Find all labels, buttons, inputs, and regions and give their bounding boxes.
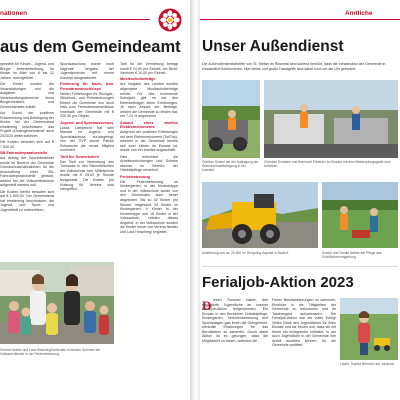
intro-text: Die Außendienstmitarbeiter von St. Stefan im Rosental sind laufend bemüht, dass die Infrastruktur der Gemeinde in einwandfrei funktionieren. Hier kleine und große Handgriffe sind dabei rund um die Uhr gefordert. (202, 62, 386, 71)
photo-caption-left: Verena Nestler und Lara Hirschtegl betreuten in diesem Sommer die Volksschulkinder in der Ferienbetreuung. (0, 348, 100, 357)
col1-p5: Auf Antrag der Sportobmänner wurde im Bereich der Gemeinde Grundschutzmaßnahmen für die Anschaffung einer SB-Fahrradreparaturstelle gefasst, welche bei der Volksmittelschule aufgestellt werden soll. (0, 156, 54, 188)
section-tab-right: Amtliche (345, 10, 373, 17)
subheading-musik: Musikschulbeiträge (120, 77, 156, 82)
header-rule-left (0, 19, 150, 20)
subheading-jugend: Jugend- und Sportausschuss (60, 120, 114, 125)
dropcap-letter: D (202, 298, 212, 313)
caption-loader: Anlieferung von ca. 20.000 m³ Recycling-Asphalt in Bauhof. (202, 251, 290, 255)
caption-lawn: Evelyn und Gerald Nebler bei Pflege des Grünflächenumgebung. (322, 251, 382, 260)
subheading-turnier: Tarif für Turnierhallen (60, 154, 99, 159)
caption-worker-2: Christian Schaden und Bernhard Prezinter im Einsatz mit dem Bekämpfungsgerät zum Anfahren. (264, 160, 391, 169)
col2-p2: Neben Förderungen für Rückgat-, Stückholz- und Pelletsheizungen fördert die Gemeinde nun auch Nah- bzw. Fernwärmeanschlüsse innerhalb der Gemeinde mit € 220,00 pro Objekt. (60, 91, 114, 119)
col1-p2: Die Kinder wurden die Veranstaltungen und die Aufgaben und Verantwortungsbereiche eines Bürgermeisters und Gemeinderates erklärt. (0, 81, 54, 109)
subheading-ferien: Ferienbetreuung (120, 174, 150, 179)
subheading-ankauf: Ankauf eines zweiten Elektroinstruments (120, 120, 178, 130)
ferial-column-2: Ferien Berufserfahrungen zu sammeln, Einblicke in die Tätigkeiten der Gemeinde zu bekommen und ihr Taschengeld aufzubessern. Die Ferialjob-Aktion war ein voller Erfolg! Vielen Dank den Jugendlichen für ihren Einsatz und wir freuen uns, dass wir mit Ihnen ein erfolgreiche Initiative, in der auch Jugendliche in der Gemeinde ihre Arbeit ausüben können, für die Gemeinde profitiert. (272, 298, 336, 348)
section-divider (202, 266, 398, 267)
col2-p4: Der Tarif zur Vermietung des Turnsaals in den Räumlichkeiten der Volksschule bzw. Mittelschule wurde mit € 25,00 je Stunde festgesetzt. Die Kosten pro Nutzung für Vereine sind inbegriffen. (60, 159, 114, 192)
subheading-radweg: SB-Fahrradreparaturstelle (0, 151, 48, 156)
section-tab-left: nationen (0, 10, 28, 17)
photo-worker-2 (264, 80, 398, 158)
photo-ferienbetreuung (0, 262, 114, 344)
col1-p6: Die Kosten hierfür belaufen sich auf € 1.900,00. Der Gemeinderat hat einstimmig beschlossen, die Jugend- und Sport- und Jugendtreff zu unterstützen. (0, 189, 54, 212)
page-gutter (190, 0, 200, 400)
col3-p4: Dies erleichtert die Arbeitsverrichtungen und Schnee räumen im Bereich der Ortsbildpflege erheblich. (120, 154, 178, 173)
col2-p3: Lukas Lamprecht hat sein Mandat im Jugend- und Sportausschuss zurückgelegt. Von der ÖVP wurde Patrick Schwarzler als neues Mitglied nominiert. (60, 125, 114, 153)
ferial-headline: Ferialjob-Aktion 2023 (202, 274, 354, 291)
photo-loader (202, 182, 318, 248)
col1-p3: Auf Grund der positiven Rückmeldung und Beteiligung der Kinder hat der Gemeinderat einstimmig beschlossen, das Projekt „Kindergemeinderat“ auch 2023/24 weiterzuführen. (0, 111, 54, 138)
col2-p1: Sportausschuss wurde noch folgende Vergabe der Jugendzentrum mit einem Konzept ausgearbeitet. (60, 62, 114, 80)
page-headline-right: Unser Außendienst (202, 38, 344, 55)
caption-ferialjob: Lepier, Sophia Bernard und Johanna (340, 362, 394, 366)
left-page (0, 0, 190, 400)
header-rule-right (200, 19, 400, 20)
caption-worker-1: Günther Schierl bei der Auftragung der Wärmeverkaufsbingung in der Katzdorf. (202, 160, 259, 173)
column-2 (60, 62, 114, 262)
photo-worker-1 (202, 80, 260, 158)
col3-p1: Tarif für die Vermietung beträgt somit € 24,00 pro Einheit, bei Nicht-Vereinen € 10,00 pro Einheit. (120, 62, 178, 76)
municipal-crest-icon (158, 8, 182, 32)
photo-ferialjob (340, 298, 398, 360)
col3-p3: Aufgrund der positiven Erfahrungen mit dem Elektroinstrument (TukTuk), welches in der Gemeinde bereits seit zwei Jahren im Einsatz ist, wurde nun ein zweites angeschafft. (120, 130, 178, 153)
col3-p5: Die Ferienbetreuung im Kindergarten, in der Kinderkrippe und in der Volksschule wurde von den Gemeinden auch heuer angeboten. Bis zu 42 Kinder pro Woche, insgesamt 34 Kinder im Kindergarten, 9 Kinder in der Kinderkrippe und 18 Kinder in der Volksschule, nützten dieses Angebot. In der Volksschule wurden die Kinder heuer von Verena Nestler und Lara Hinschtegl begleitet. (120, 179, 178, 234)
col3-p2: Auf Vorgabe des Landes wurden allgemeine Musikschulbeiträge erhöht. Für das kommende Schuljahr gibt es bei den Elternbeiträgen keine Erhöhungen. Je nach Anzahl der Beiträge, welche die Gemeinde zu leisten hat, um 7,24 % angehoben. (120, 82, 178, 119)
ferial-column-1: iesen Sommer haben drei engagierte Jugendliche an unserer Ferialjob-Aktion teilgenommen. Ein Einsatz in den Bereichen Ortsbildpflege, Kindergarten, Seniorenbetreuung und Sportanlagen gab ihnen die Gelegenheit, wertvolle Erfahrungen für das Berufsleben zu sammeln. Durch diese Aktion ist es gelungen, dass die Möglichkeit zu bieten, während der (202, 298, 268, 343)
col1-p4: Die Kosten belaufen sich auf € 7.500,00. (0, 140, 54, 149)
subheading-foerderung: Förderung für Nach- bzw. Fernwärmeanschlüsse (60, 81, 114, 91)
column-3 (120, 62, 178, 358)
photo-lawn (322, 182, 398, 248)
right-page (200, 0, 400, 400)
col1-p1: spezielle für Kinder-, Jugend- und Bürger ärmerbetreibung, für Kinder im Alter von 6 bis 12 Jahren, durchgeführt. (0, 62, 54, 80)
column-1 (0, 62, 54, 232)
page-headline-left: aus dem Gemeindeamt (0, 38, 181, 56)
